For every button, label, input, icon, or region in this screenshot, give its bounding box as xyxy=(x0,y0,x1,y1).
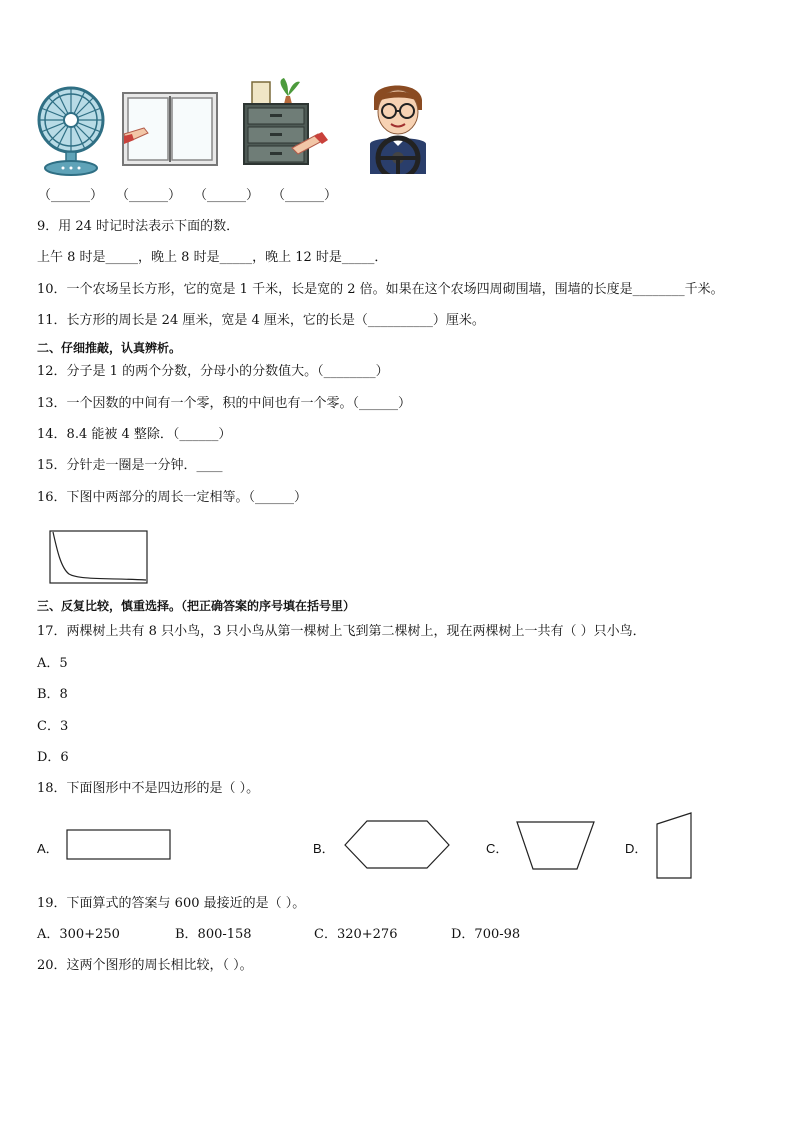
question-12: 12．分子是 1 的两个分数，分母小的分数值大。（________） xyxy=(37,364,389,379)
question-17: 17．两棵树上共有 8 只小鸟，3 只小鸟从第一棵树上飞到第二棵树上，现在两棵树上一共有（ ）只小鸟． xyxy=(37,624,646,639)
q18-label-d: D． xyxy=(625,841,648,856)
q17-option-a: A．5 xyxy=(37,656,68,671)
question-16: 16．下图中两部分的周长一定相等。（______） xyxy=(37,490,308,505)
blank-3: （______） xyxy=(194,188,260,203)
q19-option-a: A．300+250 xyxy=(37,927,120,942)
driver-image xyxy=(364,78,432,178)
question-14: 14．8.4 能被 4 整除．（______） xyxy=(37,427,232,442)
question-15: 15．分针走一圈是一分钟．____ xyxy=(37,458,223,473)
question-18: 18．下面图形中不是四边形的是（ ）。 xyxy=(37,781,260,796)
blank-1: （______） xyxy=(38,188,104,203)
q19-option-d: D．700-98 xyxy=(451,927,521,942)
question-11: 11．长方形的周长是 24 厘米，宽是 4 厘米，它的长是（__________）厘米。 xyxy=(37,313,485,328)
section-2-heading: 二、仔细推敲，认真辨析。 xyxy=(37,341,182,355)
question-13: 13．一个因数的中间有一个零，积的中间也有一个零。（______） xyxy=(37,396,412,411)
fan-image xyxy=(35,86,107,182)
question-9: 9．用 24 时记时法表示下面的数． xyxy=(37,219,240,234)
q17-option-c: C．3 xyxy=(37,719,69,734)
question-20: 20．这两个图形的周长相比较，（ ）。 xyxy=(37,958,253,973)
q17-option-b: B．8 xyxy=(37,687,68,702)
window-image xyxy=(122,92,218,170)
question-19: 19．下面算式的答案与 600 最接近的是（ ）。 xyxy=(37,896,306,911)
question-10: 10．一个农场呈长方形，它的宽是 1 千米，长是宽的 2 倍。如果在这个农场四周砌围墙，围墙的长度是________千米。 xyxy=(37,282,724,297)
q19-option-c: C．320+276 xyxy=(314,927,398,942)
cabinet-image xyxy=(240,76,330,170)
trapezoid-shape xyxy=(515,820,597,876)
blank-2: （______） xyxy=(116,188,182,203)
q18-label-c: C． xyxy=(486,841,509,856)
q18-label-a: A． xyxy=(37,841,59,856)
rectangle-shape xyxy=(66,829,172,865)
right-trapezoid-shape xyxy=(656,812,694,884)
q17-option-d: D．6 xyxy=(37,750,69,765)
divided-rectangle-figure xyxy=(49,530,149,590)
hexagon-shape xyxy=(343,819,453,875)
blank-4: （______） xyxy=(272,188,338,203)
q19-option-b: B．800-158 xyxy=(175,927,252,942)
section-3-heading: 三、反复比较，慎重选择。（把正确答案的序号填在括号里） xyxy=(37,599,356,613)
question-9-sub: 上午 8 时是_____，晚上 8 时是_____，晚上 12 时是_____． xyxy=(37,250,388,265)
q18-label-b: B． xyxy=(313,841,335,856)
